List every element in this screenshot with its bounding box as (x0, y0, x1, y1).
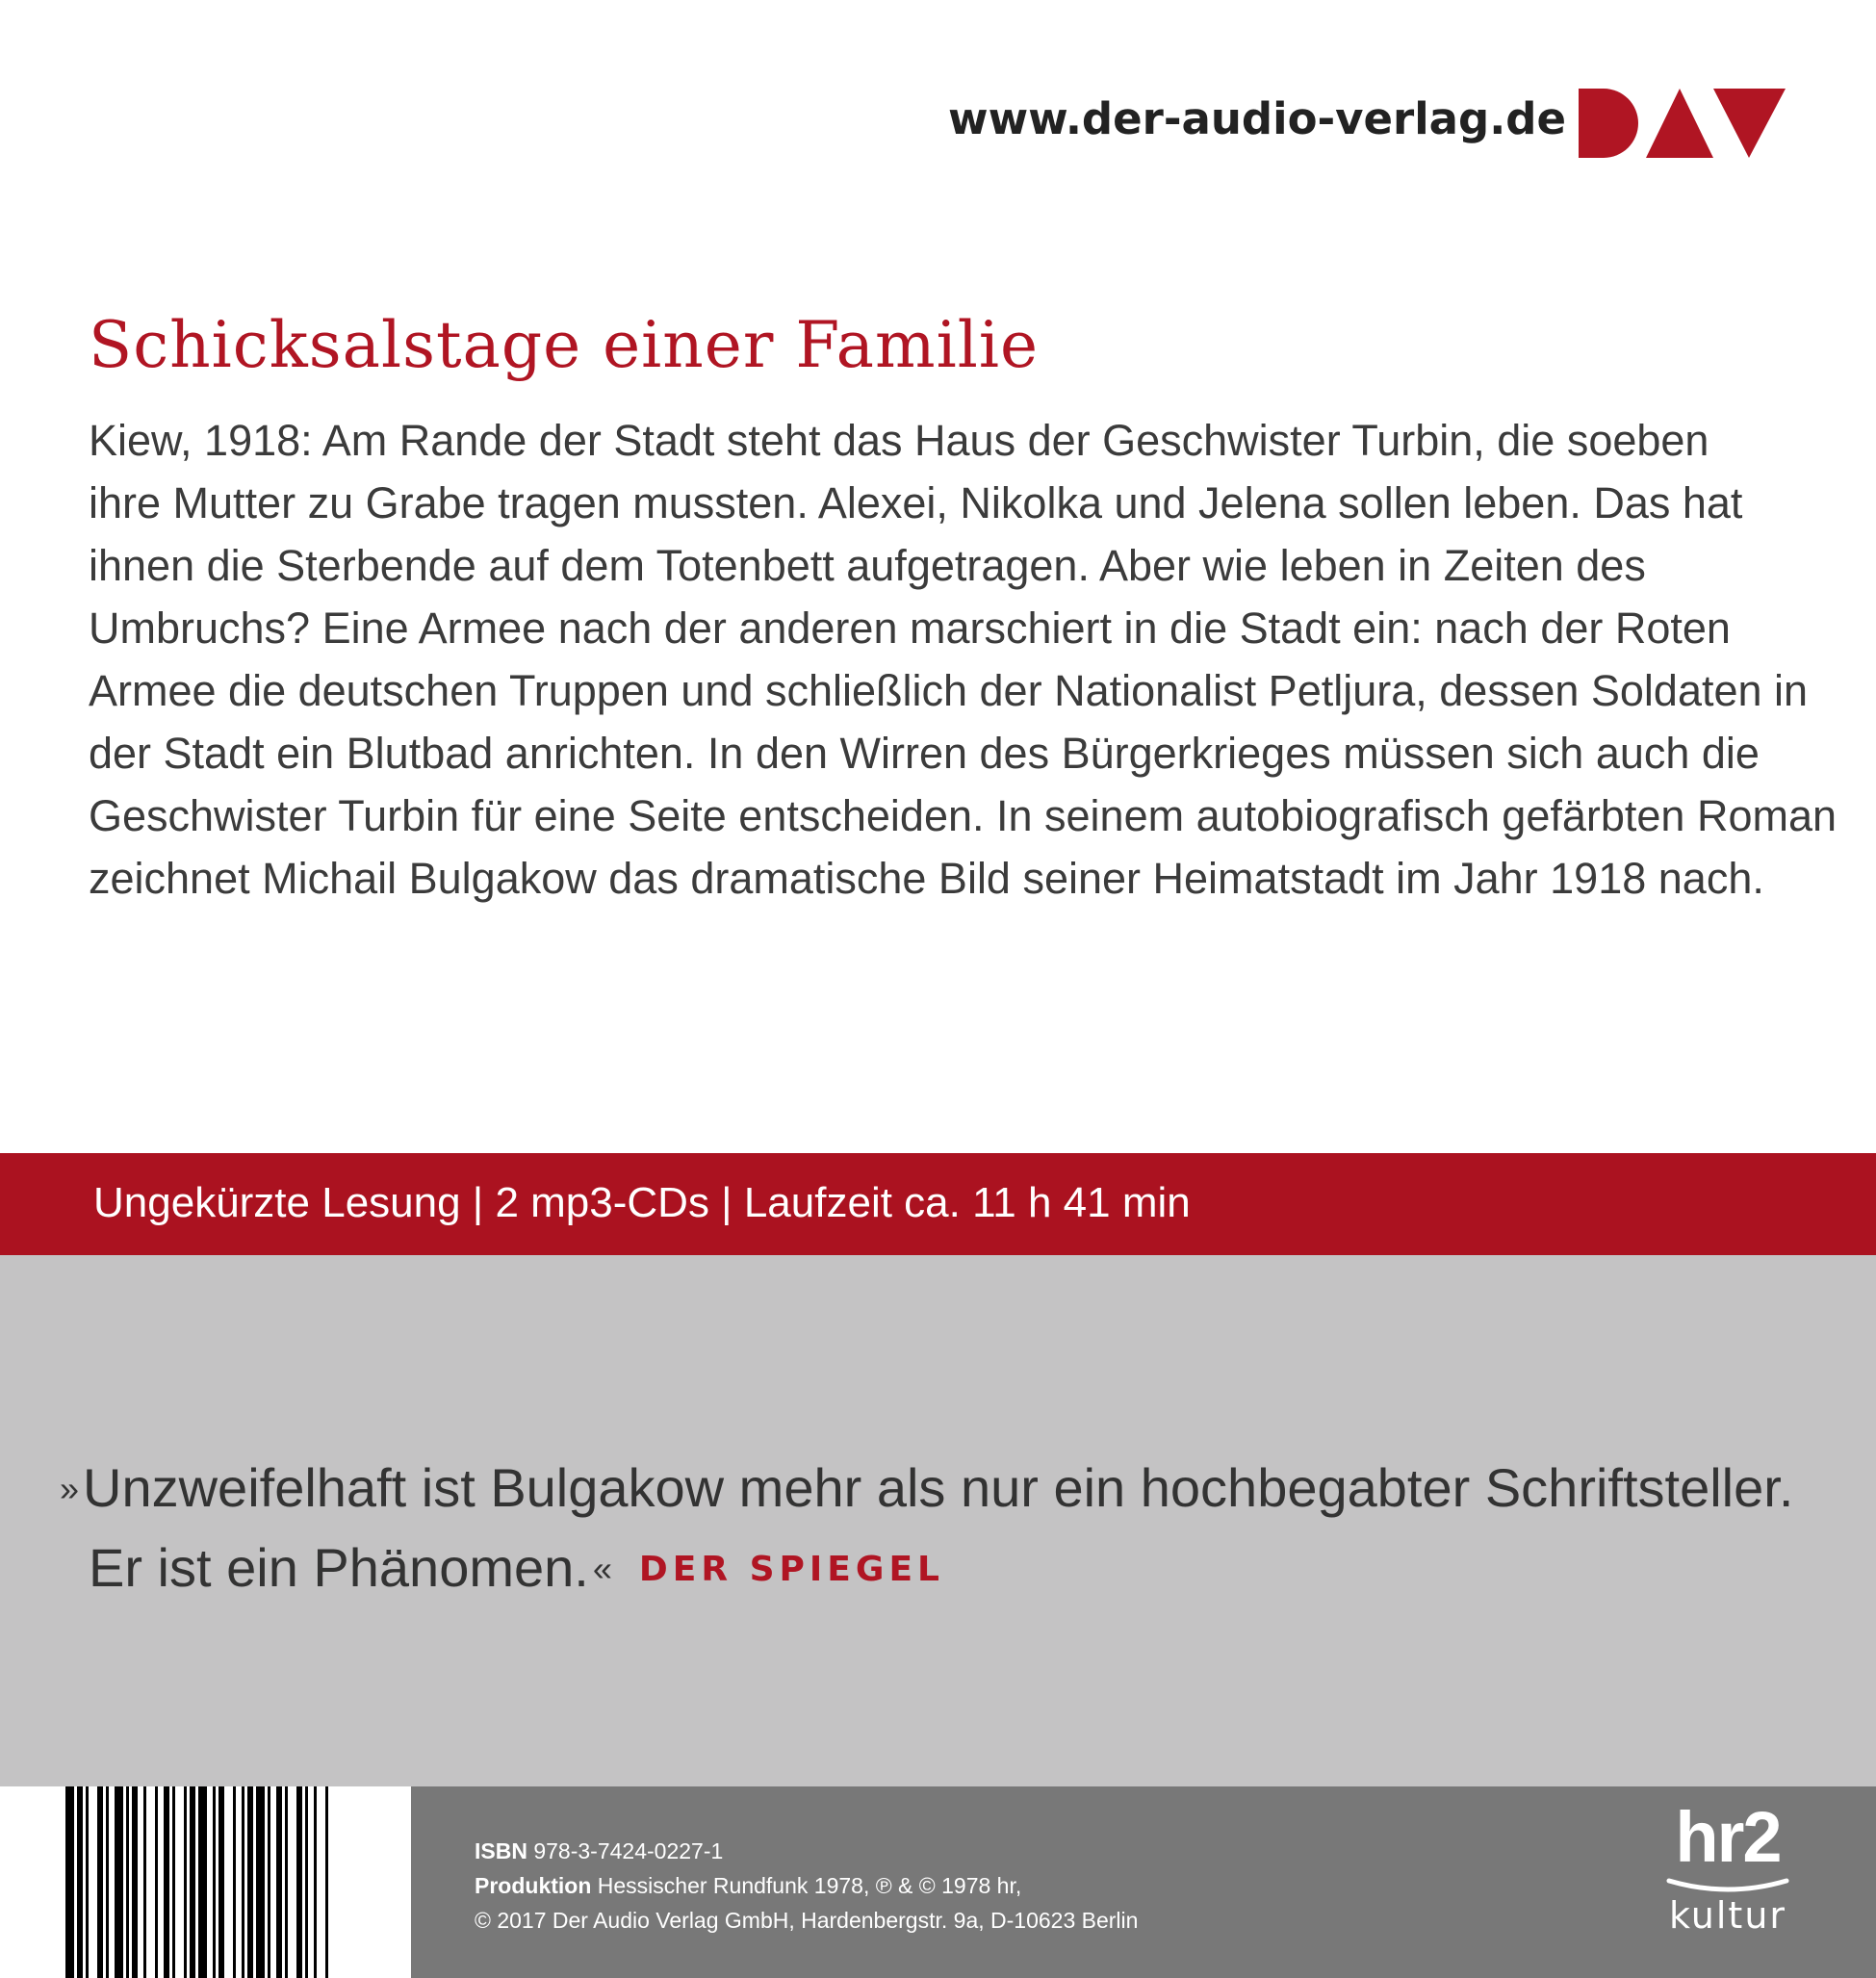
description-line: Geschwister Turbin für eine Seite entscheiden. In seinem autobiografisch gefärbten Roman (89, 791, 1837, 840)
barcode-bar (115, 1786, 123, 1978)
barcode (65, 1786, 383, 1978)
barcode-bar (276, 1786, 282, 1978)
barcode-bar (247, 1786, 253, 1978)
barcode-bar (132, 1786, 138, 1978)
barcode-bar (106, 1786, 109, 1978)
imprint (475, 1834, 1138, 1938)
production-line (475, 1868, 1138, 1903)
barcode-bar (233, 1786, 236, 1978)
quote-line-2 (60, 1528, 1850, 1609)
logo-letter-a (1646, 89, 1713, 158)
barcode-bar (256, 1786, 265, 1978)
copyright-line: © 2017 Der Audio Verlag GmbH, Hardenbergstr. 9a, D-10623 Berlin (475, 1908, 1139, 1933)
barcode-bar (305, 1786, 308, 1978)
isbn-label: ISBN (475, 1838, 527, 1863)
review-quote (60, 1449, 1850, 1609)
description-text (89, 409, 1837, 910)
production-label: Produktion (475, 1873, 592, 1898)
barcode-bar (86, 1786, 89, 1978)
barcode-bar (285, 1786, 288, 1978)
quote-close-mark: « (592, 1549, 612, 1588)
quote-open-mark: » (60, 1469, 80, 1508)
barcode-bar (126, 1786, 129, 1978)
description-line: Armee die deutschen Truppen und schließlich der Nationalist Petljura, dessen Soldaten in (89, 666, 1809, 715)
description-line: ihre Mutter zu Grabe tragen mussten. Alexei, Nikolka und Jelena sollen leben. Das hat (89, 478, 1743, 527)
barcode-bar (268, 1786, 270, 1978)
barcode-area (0, 1786, 411, 1978)
kultur-logo-text: kultur (1668, 1894, 1787, 1937)
barcode-bar (242, 1786, 244, 1978)
description-line: zeichnet Michail Bulgakow das dramatische Bild seiner Heimatstadt im Jahr 1918 nach. (89, 854, 1764, 903)
dav-logo (1579, 89, 1786, 158)
description-line: Umbruchs? Eine Armee nach der anderen marschiert in die Stadt ein: nach der Roten (89, 604, 1731, 653)
barcode-bar (97, 1786, 103, 1978)
barcode-bar (190, 1786, 195, 1978)
description-line: der Stadt ein Blutbad anrichten. In den Wirren des Bürgerkrieges müssen sich auch die (89, 729, 1760, 778)
barcode-bar (213, 1786, 216, 1978)
info-band-text: Ungekürzte Lesung | 2 mp3-CDs | Laufzeit ca. 11 h 41 min (93, 1179, 1191, 1226)
barcode-bar (164, 1786, 169, 1978)
logo-letter-v (1713, 89, 1786, 158)
publisher-website: www.der-audio-verlag.de (948, 93, 1567, 144)
isbn-line (475, 1834, 1138, 1868)
barcode-bar (314, 1786, 317, 1978)
barcode-bar (65, 1786, 74, 1978)
hr2-logo-text: hr2 (1675, 1797, 1781, 1877)
hr2-kultur-logo (1656, 1797, 1800, 1964)
barcode-bar (184, 1786, 187, 1978)
isbn-value: 978-3-7424-0227-1 (533, 1838, 724, 1863)
quote-text-1: Unzweifelhaft ist Bulgakow mehr als nur ein hochbegabter Schriftsteller. (83, 1457, 1794, 1518)
wave-icon (1665, 1877, 1790, 1894)
barcode-bar (198, 1786, 207, 1978)
barcode-bar (325, 1786, 328, 1978)
quote-text-2: Er ist ein Phänomen. (89, 1537, 589, 1598)
barcode-bar (172, 1786, 175, 1978)
barcode-bar (218, 1786, 224, 1978)
logo-letter-d (1579, 89, 1638, 158)
barcode-bar (77, 1786, 83, 1978)
barcode-bar (296, 1786, 302, 1978)
production-value: Hessischer Rundfunk 1978, ℗ & © 1978 hr, (597, 1873, 1022, 1898)
quote-line-1 (60, 1449, 1850, 1528)
description-line: ihnen die Sterbende auf dem Totenbett aufgetragen. Aber wie leben in Zeiten des (89, 541, 1646, 590)
description-line: Kiew, 1918: Am Rande der Stadt steht das Haus der Geschwister Turbin, die soeben (89, 416, 1709, 465)
barcode-bar (155, 1786, 158, 1978)
barcode-bar (143, 1786, 146, 1978)
section-heading: Schicksalstage einer Familie (89, 308, 1039, 382)
quote-source: DER SPIEGEL (638, 1550, 944, 1589)
